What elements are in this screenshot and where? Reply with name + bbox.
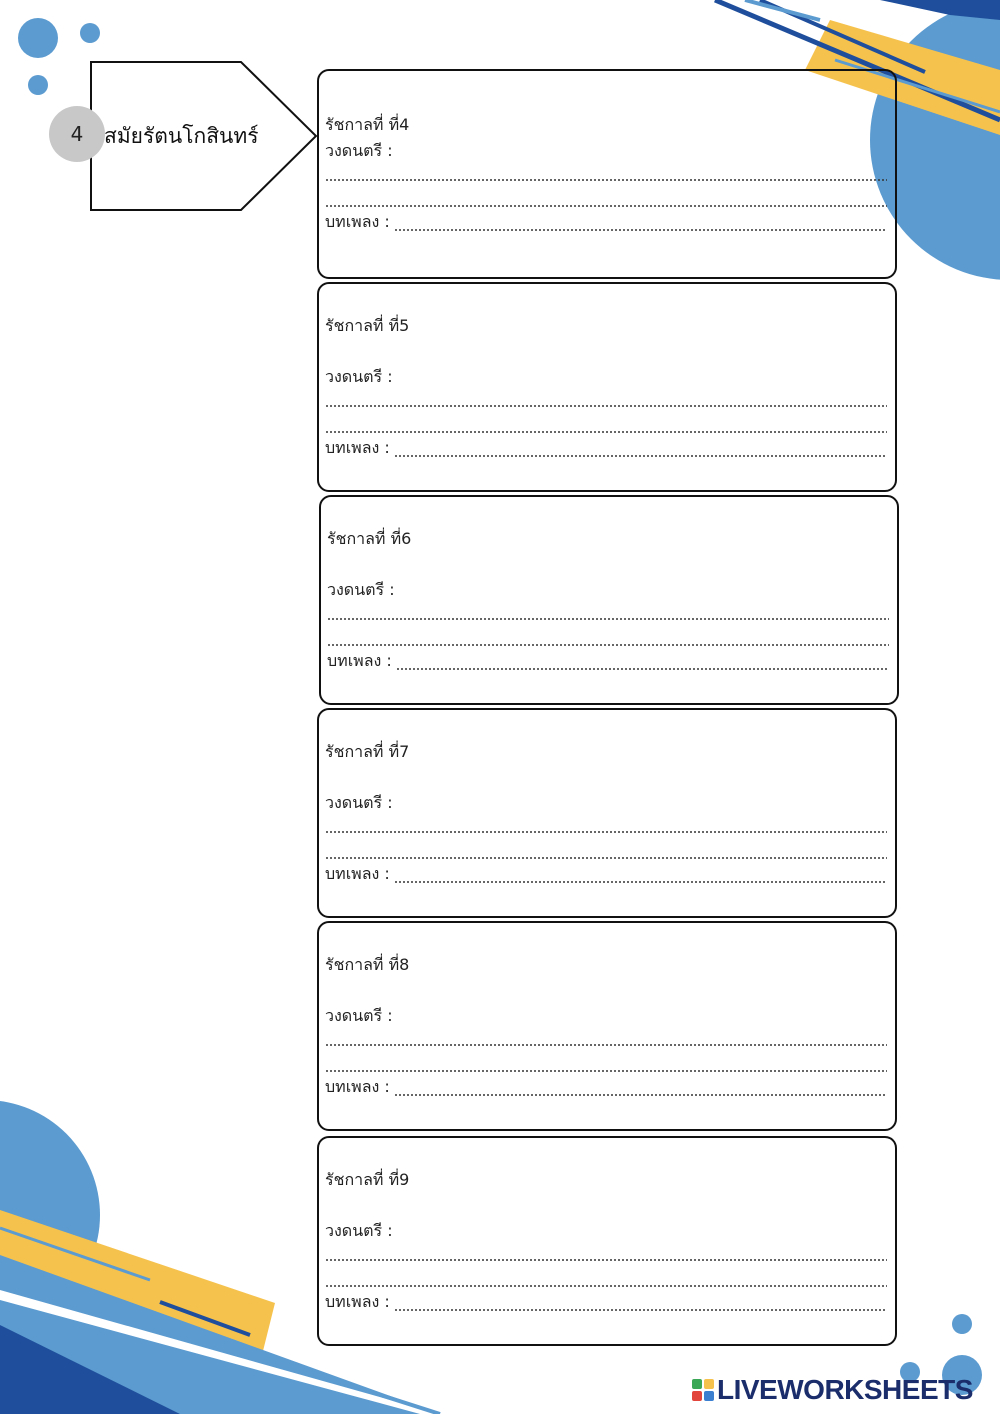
band-label: วงดนตรี : [325,367,393,386]
reign-title: รัชกาลที่ ที่7 [325,742,410,761]
reign-title: รัชกาลที่ ที่6 [327,529,412,548]
reign-card [317,708,897,918]
band-label: วงดนตรี : [325,793,393,812]
reign-card [317,69,897,279]
song-answer-line[interactable] [394,1094,887,1096]
band-answer-line[interactable] [325,1044,887,1046]
band-answer-line[interactable] [327,618,889,620]
reign-title: รัชกาลที่ ที่4 [325,115,410,134]
band-answer-line[interactable] [325,179,887,181]
era-title: สมัยรัตนโกสินทร์ [104,124,259,148]
band-label: วงดนตรี : [325,141,393,160]
song-answer-line[interactable] [394,229,887,231]
song-answer-line[interactable] [396,668,889,670]
song-label: บทเพลง : [325,438,390,457]
song-label: บทเพลง : [325,864,390,883]
band-label: วงดนตรี : [325,1221,393,1240]
reign-card [317,921,897,1131]
song-row [325,212,887,235]
band-answer-line[interactable] [325,831,887,833]
band-answer-line[interactable] [325,431,887,433]
band-answer-line[interactable] [327,644,889,646]
song-row [325,1077,887,1100]
song-row [325,1292,887,1315]
decor-stripe [880,0,1000,20]
band-answer-line[interactable] [325,405,887,407]
band-label: วงดนตรี : [327,580,395,599]
reign-card [317,1136,897,1346]
band-answer-line[interactable] [325,1285,887,1287]
decor-dot [952,1314,972,1334]
reign-card [319,495,899,705]
liveworksheets-brand[interactable] [692,1374,973,1406]
reign-title: รัชกาลที่ ที่9 [325,1170,410,1189]
reign-card [317,282,897,492]
song-row [325,864,887,887]
era-number-badge: 4 [49,106,105,162]
band-label: วงดนตรี : [325,1006,393,1025]
band-answer-line[interactable] [325,1070,887,1072]
song-answer-line[interactable] [394,1309,887,1311]
liveworksheets-logo-icon [692,1379,714,1401]
era-pentagon-shape [0,0,330,230]
reign-title: รัชกาลที่ ที่5 [325,316,410,335]
song-answer-line[interactable] [394,455,887,457]
song-row [325,438,887,461]
song-label: บทเพลง : [327,651,392,670]
song-label: บทเพลง : [325,1292,390,1311]
song-label: บทเพลง : [325,212,390,231]
reign-title: รัชกาลที่ ที่8 [325,955,410,974]
band-answer-line[interactable] [325,1259,887,1261]
song-row [327,651,889,674]
song-label: บทเพลง : [325,1077,390,1096]
band-answer-line[interactable] [325,205,887,207]
brand-text: LIVEWORKSHEETS [717,1374,973,1405]
band-answer-line[interactable] [325,857,887,859]
song-answer-line[interactable] [394,881,887,883]
